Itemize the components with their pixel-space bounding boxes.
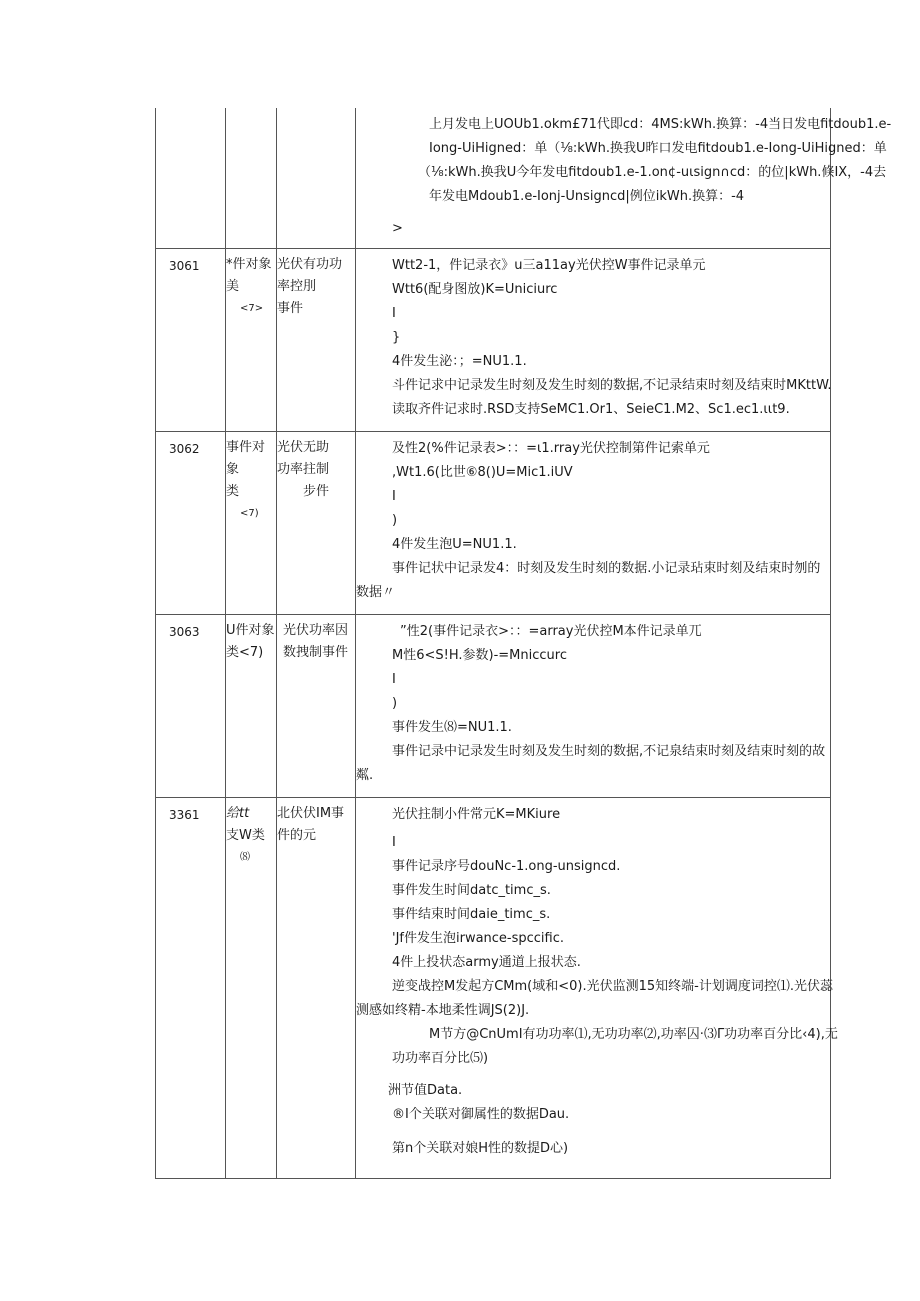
content-line: ) (392, 513, 398, 528)
content-line: 4件发生泌：；=NU1.1. (392, 354, 527, 369)
type-line: 事件对 (226, 440, 266, 455)
content-line: 事件发生⑻=NU1.1. (392, 720, 512, 735)
content-line: ”性2(事件记录衣>：：=array光伏控M本件记录单兀 (400, 624, 702, 639)
content-line: M节方@CnUmI有功功率⑴,无功功率⑵,功率囚·⑶Γ功功率百分比‹4),无 (429, 1027, 838, 1042)
object-name (277, 437, 355, 503)
type-line: <7> (240, 303, 264, 314)
content-line: 功功率百分比⑸) (392, 1051, 489, 1066)
content-line: M性6<S!H.参数)-=Mniccurc (392, 648, 567, 663)
type-line: 类<7) (226, 645, 264, 660)
type-line: 类 (226, 484, 240, 499)
content-line: 斗件记求中记录发生时刻及发生时刻的数据,不记录结束时刻及结束时MKttW. (392, 378, 832, 393)
object-type (226, 803, 276, 869)
object-type (226, 437, 276, 525)
oi-code: 3061 (169, 259, 200, 273)
content-line: I (392, 835, 396, 850)
content-line: 洲节值Data. (388, 1083, 463, 1098)
content-line: Wtt2-1，件记录衣》u三a11ay光伏控W事件记录单元 (392, 258, 706, 273)
object-name (277, 254, 355, 320)
content-line: Wtt6(配身图放)K=Uniciurc (392, 282, 558, 297)
content-line: > (392, 221, 403, 236)
name-line: 步件 (303, 484, 330, 499)
name-line: 功率拄制 (277, 462, 330, 477)
content-line: 年发电Mdoub1.e-Ionj-Unsigncd|例位ikWh.换算：-4 (429, 189, 745, 204)
oi-code: 3063 (169, 625, 200, 639)
type-line: ⑻ (240, 852, 250, 863)
name-line: 光伏无助 (277, 440, 330, 455)
row1-content (356, 254, 830, 422)
row-divider (155, 431, 831, 432)
name-line: 件的元 (277, 828, 317, 843)
name-line: 北伏伏IM事 (277, 806, 345, 821)
content-line: ,Wt1.6(比世⑥8()U=Mic1.iUV (392, 465, 573, 480)
content-line: ) (392, 696, 398, 711)
object-type (226, 254, 276, 320)
type-line: 美 (226, 279, 240, 294)
content-line: 逆变战控M发起方CMm(域和<0).光伏监测15知终端-计划调度词控⑴.光伏蕊 (392, 979, 833, 994)
table-border-left (155, 108, 156, 1179)
content-line: 粼. (356, 768, 374, 783)
object-name (277, 803, 355, 847)
content-line: 事件记录中记录发生时刻及发生时刻的数据,不记泉结束时刻及结束时刻的故 (392, 744, 826, 759)
name-line: 数拽制事件 (283, 645, 349, 660)
oi-code: 3062 (169, 442, 200, 456)
type-line: *件对象 (226, 257, 272, 272)
name-line: 事件 (277, 301, 304, 316)
row0-content (356, 113, 892, 241)
content-line: 读取齐件记求时.RSD支持SeMC1.Or1、SeieC1.M2、Sc1.ec1.ιιt9. (392, 402, 790, 417)
type-line: U件对象 (226, 623, 275, 638)
content-line: I (392, 489, 396, 504)
content-line: I (392, 672, 396, 687)
content-line: 光伏拄制小件常元K=MKiure (392, 807, 561, 822)
content-line: （⅛:kWh.换我U今年发电fitdoub1.e-1.on¢-uιsign∩cd：的位|kWh.倏IX，-4去 (418, 165, 887, 180)
type-line: <7) (240, 508, 259, 519)
content-line: 4件发生泡U=NU1.1. (392, 537, 517, 552)
content-line: 事件结束时间daie_timc_s. (392, 907, 551, 922)
type-line: 给tt (226, 806, 250, 821)
content-line: I (392, 306, 396, 321)
row-divider (155, 797, 831, 798)
object-name (277, 620, 355, 664)
content-line: 数据〃 (356, 585, 396, 600)
content-line: 事件发生时间datc_timc_s. (392, 883, 551, 898)
content-line: ®I个关联对御属性的数据Dau. (392, 1107, 570, 1122)
oi-code: 3361 (169, 808, 200, 822)
row-divider (155, 614, 831, 615)
name-line: 光伏有功功 (277, 257, 343, 272)
content-line: 事件记录序号douNc-1.ong-unsigncd. (392, 859, 621, 874)
type-line: 象 (226, 462, 240, 477)
table-border-bottom (155, 1178, 831, 1179)
content-line: 4件上投状态army通道上报状态. (392, 955, 581, 970)
type-line: 支W类 (226, 828, 265, 843)
row2-content (356, 437, 830, 605)
content-line: 第n个关联对娘H性的数提D心) (392, 1141, 569, 1156)
table-border-right (830, 108, 831, 1179)
name-line: 光伏功率因 (283, 623, 349, 638)
content-line: 上月发电上UOUb1.okm£71代即cd：4MS:kWh.换算：-4当日发电fitdoub1.e- (429, 117, 892, 132)
object-type (226, 620, 276, 664)
name-line: 率控刖 (277, 279, 317, 294)
row3-content (356, 620, 830, 788)
content-line: 'Jf件发生泡irwance-spccific. (392, 931, 565, 946)
row4-content (356, 803, 838, 1161)
event-object-table (155, 108, 892, 1179)
content-line: 测感如终精-本地柔性调JS(2)J. (356, 1003, 530, 1018)
content-line: } (392, 330, 401, 345)
content-line: 及性2(%件记录表>：：=ι1.rray光伏控制第件记索单元 (392, 441, 710, 456)
content-line: 事件记状中记录发4：时刻及发生时刻的数据.小记录玷束时刻及结束时刎的 (392, 561, 821, 576)
row-divider (155, 248, 831, 249)
content-line: Iong-UiHigned：单（⅛:kWh.换我U昨口发电fitdoub1.e-Iong-UiHigned：单 (429, 141, 887, 156)
